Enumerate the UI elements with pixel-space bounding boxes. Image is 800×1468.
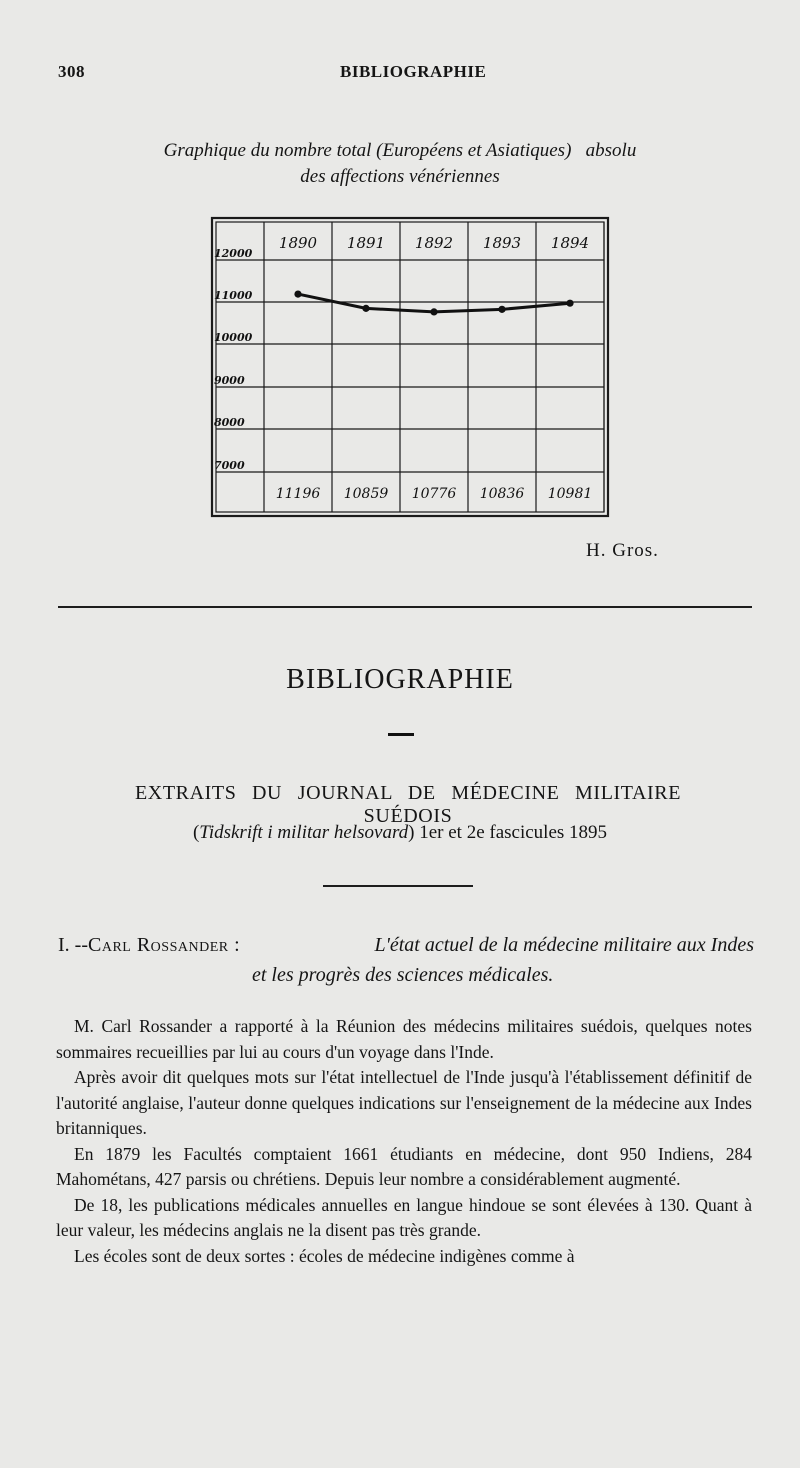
data-point-1894 — [566, 300, 573, 307]
data-label-1890: 11196 — [275, 486, 321, 502]
y-tick-label: 10000 — [214, 331, 253, 344]
y-tick-label: 8000 — [214, 416, 245, 429]
chart-frame-inner — [216, 222, 604, 512]
year-label-1894: 1894 — [550, 234, 590, 252]
chart-svg — [208, 216, 612, 520]
article-body — [56, 1014, 752, 1269]
y-tick-label: 9000 — [214, 374, 245, 387]
journal-fascicules: ) 1er et 2e fascicules 1895 — [408, 822, 608, 843]
section-title: BIBLIOGRAPHIE — [286, 664, 514, 695]
year-label-1890: 1890 — [278, 234, 318, 252]
running-title: BIBLIOGRAPHIE — [340, 62, 487, 81]
data-point-1891 — [362, 305, 369, 312]
horizontal-rule — [58, 606, 752, 608]
venereal-affections-chart — [208, 216, 612, 520]
paragraph: Après avoir dit quelques mots sur l'état intellectuel de l'Inde jusqu'à l'établissement définitif de l'autorité anglaise, l'auteur donne quelques indications sur l'enseignement de la médecine aux Indes britanniques. — [56, 1067, 752, 1138]
short-rule — [323, 885, 473, 887]
subsection-title: EXTRAITS DU JOURNAL DE MÉDECINE MILITAIRE SUÉDOIS — [134, 782, 682, 827]
data-label-1894: 10981 — [547, 486, 593, 502]
year-label-1891: 1891 — [346, 234, 386, 252]
journal-line — [0, 822, 800, 844]
year-label-1892: 1892 — [414, 234, 454, 252]
article-title-line-2: et les progrès des sciences médicales. — [252, 964, 554, 986]
data-point-1890 — [294, 290, 301, 297]
data-label-1893: 10836 — [479, 486, 525, 502]
paragraph: M. Carl Rossander a rapporté à la Réunion des médecins militaires suédois, quelques notes sommaires recueillies par lui au cours d'un voyage dans l'Inde. — [56, 1016, 752, 1062]
article-author: Carl Rossander : — [88, 934, 241, 956]
graph-title — [60, 138, 740, 190]
graph-title-line-1: Graphique du nombre total (Européens et Asiatiques) absolu — [163, 140, 637, 161]
year-label-1893: 1893 — [482, 234, 522, 252]
title-dash — [388, 733, 414, 736]
data-point-1893 — [498, 306, 505, 313]
paragraph: Les écoles sont de deux sortes : écoles de médecine indigènes comme à — [74, 1245, 575, 1266]
journal-name: Tidskrift i militar helsovard — [199, 822, 409, 843]
y-tick-label: 12000 — [214, 247, 253, 260]
data-point-1892 — [430, 308, 437, 315]
y-tick-label: 11000 — [214, 289, 253, 302]
data-label-1891: 10859 — [343, 486, 389, 502]
graph-title-line-2: des affections vénériennes — [300, 166, 500, 187]
y-tick-label: 7000 — [214, 459, 245, 472]
chart-frame-outer — [212, 218, 608, 516]
signature: H. Gros. — [586, 540, 659, 561]
data-label-1892: 10776 — [411, 486, 457, 502]
paragraph: En 1879 les Facultés comptaient 1661 étudiants en médecine, dont 950 Indiens, 284 Mahométans, 427 parsis ou chrétiens. Depuis leur nombre a considérablement augmenté. — [56, 1143, 752, 1189]
article-number: I. -- — [58, 934, 88, 956]
journal-open-paren: ( — [192, 822, 200, 843]
paragraph: De 18, les publications médicales annuelles en langue hindoue se sont élevées à 130. Quant à leur valeur, les médecins anglais ne la disent pas très grande. — [56, 1194, 752, 1240]
article-title-line-1: L'état actuel de la médecine militaire aux Indes — [374, 934, 754, 956]
page-number: 308 — [58, 62, 85, 81]
